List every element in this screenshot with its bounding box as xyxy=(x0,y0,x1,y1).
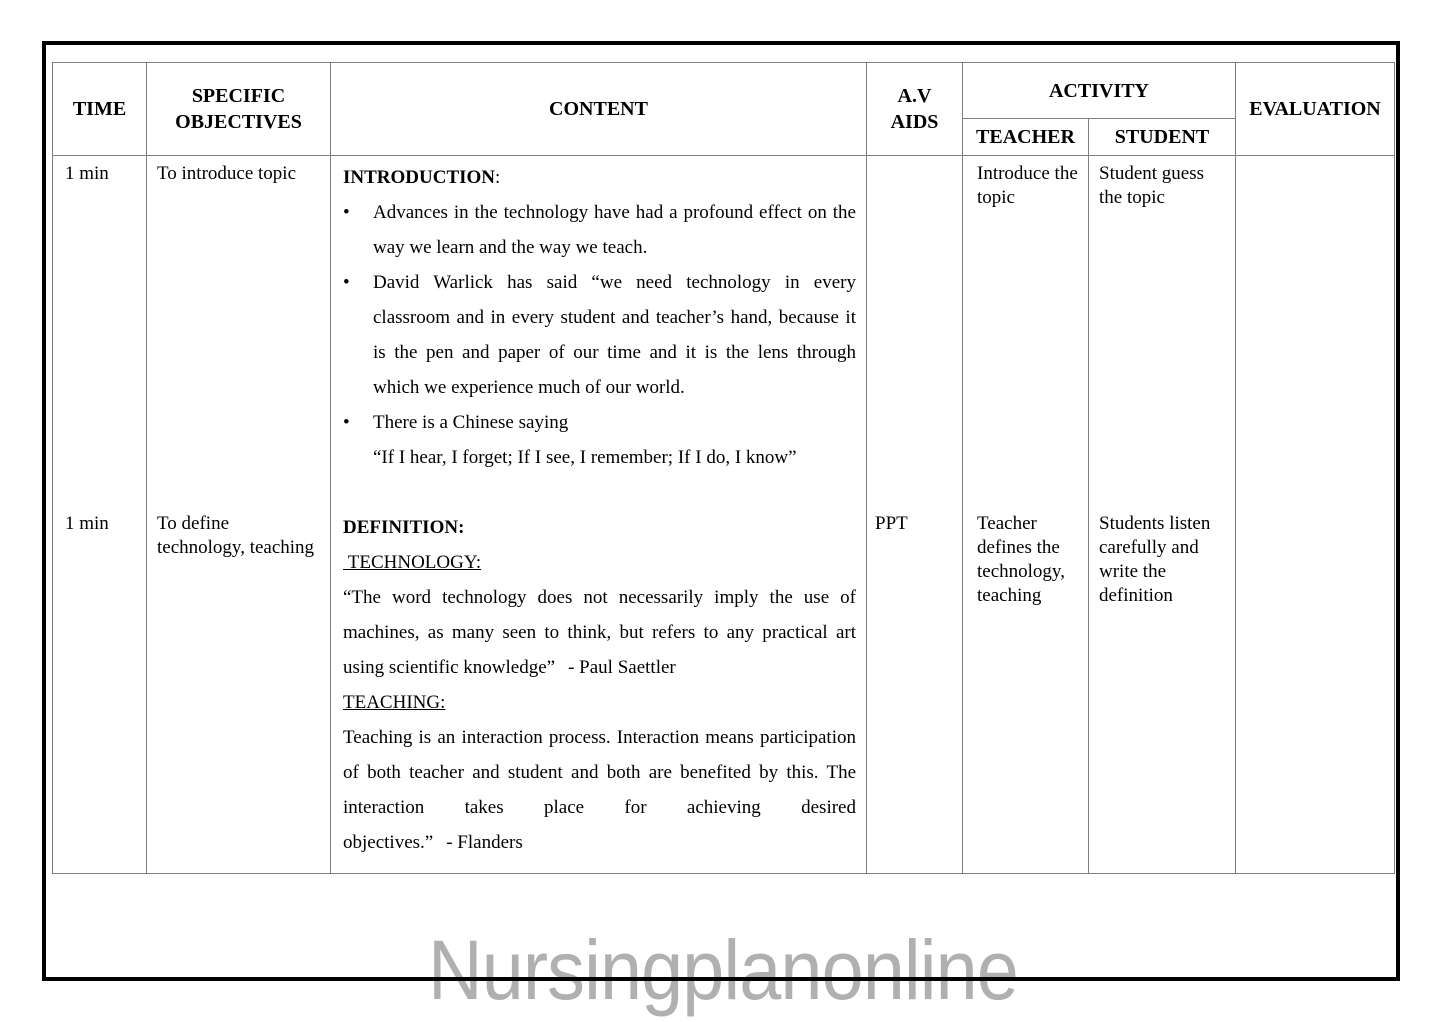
cell-student-activity: Students listen carefully and write the definition xyxy=(1089,506,1236,874)
bullet-text: David Warlick has said “we need technology in every classroom and in every student and teacher’s hand, because it is the pen and paper of our time and it is the lens through which we experience much of our world. xyxy=(373,272,856,398)
definition-attribution: - Flanders xyxy=(446,831,523,853)
content-heading-colon: : xyxy=(495,167,501,188)
col-header-teacher: TEACHER xyxy=(963,119,1089,156)
teaching-definition xyxy=(343,720,856,860)
cell-av-aids: PPT xyxy=(867,506,963,874)
bullet-text: There is a Chinese saying xyxy=(373,412,569,433)
bullet-item xyxy=(343,195,856,265)
definition-attribution: - Paul Saettler xyxy=(568,656,676,678)
page-border-frame xyxy=(42,41,1400,981)
lesson-plan-table xyxy=(52,62,1395,874)
cell-content xyxy=(331,506,867,874)
watermark-text: Nursingplanonline xyxy=(427,923,1018,1017)
col-header-time: TIME xyxy=(53,63,147,156)
content-heading: DEFINITION: xyxy=(343,516,465,538)
col-header-content: CONTENT xyxy=(331,63,867,156)
cell-teacher-activity: Introduce the topic xyxy=(963,156,1089,506)
cell-teacher-activity: Teacher defines the technology, teaching xyxy=(963,506,1089,874)
cell-student-activity: Student guess the topic xyxy=(1089,156,1236,506)
subheading-teaching: TEACHING: xyxy=(343,691,446,713)
bullet-text: Advances in the technology have had a profound effect on the way we learn and the way we teach. xyxy=(373,202,856,258)
content-heading-text: INTRODUCTION xyxy=(343,167,496,188)
subheading-technology: TECHNOLOGY: xyxy=(343,551,482,573)
content-heading xyxy=(343,160,856,195)
col-header-av-aids xyxy=(867,63,963,156)
cell-evaluation xyxy=(1236,156,1395,506)
av-aids-line1: A.V xyxy=(897,85,932,107)
bullet-icon: • xyxy=(343,412,350,433)
bullet-item xyxy=(343,405,856,440)
av-aids-line2: AIDS xyxy=(890,111,939,133)
cell-specific-objective: To introduce topic xyxy=(147,156,331,506)
cell-content xyxy=(331,156,867,506)
cell-time: 1 min xyxy=(53,506,147,874)
cell-specific-objective: To define technology, teaching xyxy=(147,506,331,874)
table-row-definition xyxy=(53,506,1395,874)
col-header-specific-objectives: SPECIFIC OBJECTIVES xyxy=(147,63,331,156)
col-header-evaluation: EVALUATION xyxy=(1236,63,1395,156)
bullet-item xyxy=(343,265,856,405)
col-header-student: STUDENT xyxy=(1089,119,1236,156)
bullet-icon: • xyxy=(343,272,350,293)
definition-quote: Teaching is an interaction process. Interaction means participation of both teacher and student and both are benefited by this. The interaction takes place for achieving desired objectives.” xyxy=(343,726,856,853)
technology-definition xyxy=(343,580,856,685)
cell-evaluation xyxy=(1236,506,1395,874)
col-header-activity: ACTIVITY xyxy=(963,63,1236,119)
cell-time: 1 min xyxy=(53,156,147,506)
definition-quote: “The word technology does not necessarily imply the use of machines, as many seen to think, but refers to any practical art using scientific knowledge” xyxy=(343,586,856,678)
cell-av-aids xyxy=(867,156,963,506)
chinese-saying-quote: “If I hear, I forget; If I see, I remember; If I do, I know” xyxy=(373,447,797,468)
bullet-icon: • xyxy=(343,202,350,223)
table-row-introduction xyxy=(53,156,1395,506)
